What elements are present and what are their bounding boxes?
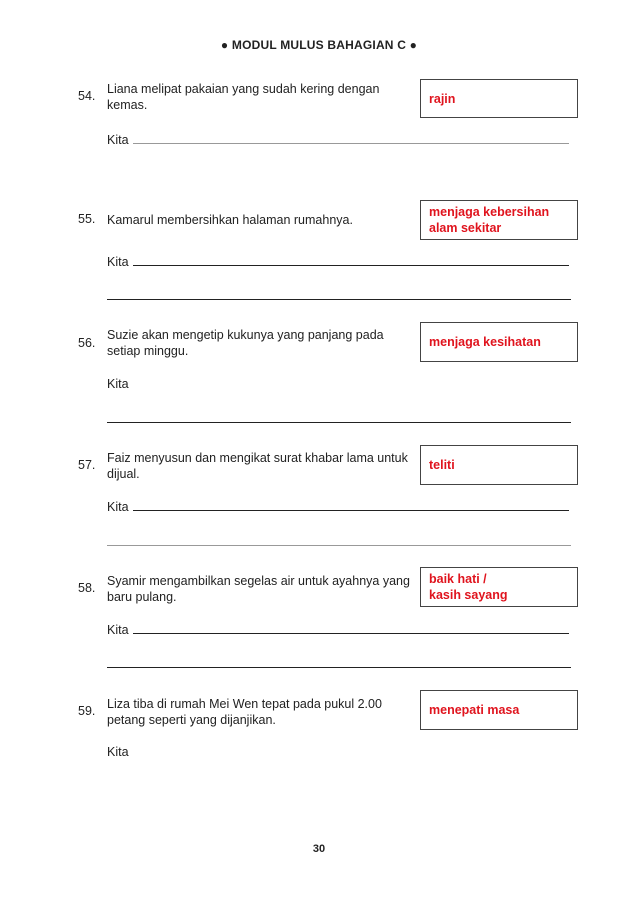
page-header: ● MODUL MULUS BAHAGIAN C ● [220, 38, 418, 52]
answer-text-59: menepati masa [429, 703, 520, 717]
answer-text-56: menjaga kesihatan [429, 335, 541, 349]
answer-line-54a [133, 143, 569, 144]
answer-line-58a [133, 633, 569, 634]
question-number-56: 56. [78, 336, 96, 350]
answer-text-54: rajin [429, 91, 456, 106]
answer-box-55 [420, 200, 578, 240]
kita-label-58: Kita [107, 623, 129, 637]
answer-text-57: teliti [429, 458, 455, 472]
answer-box-57 [420, 445, 578, 485]
page-number: 30 [312, 843, 326, 855]
kita-label-55: Kita [107, 255, 129, 269]
question-text-55: Kamarul membersihkan halaman rumahnya. [107, 213, 353, 227]
question-number-59: 59. [78, 704, 96, 718]
answer-text-55: menjaga kebersihan alam sekitar [429, 205, 550, 235]
answer-line-55b [107, 299, 571, 300]
answer-line-57a [133, 510, 569, 511]
answer-line-58b [107, 667, 571, 668]
answer-box-54 [420, 79, 578, 118]
kita-label-59: Kita [107, 745, 129, 759]
question-text-58: Syamir mengambilkan segelas air untuk ayahnya yang baru pulang. [107, 574, 410, 604]
question-number-55: 55. [78, 212, 96, 226]
question-number-58: 58. [78, 581, 96, 595]
answer-box-56 [420, 322, 578, 362]
answer-line-55a [133, 265, 569, 266]
kita-label-54: Kita [107, 133, 129, 147]
answer-line-57b [107, 545, 571, 546]
question-text-57: Faiz menyusun dan mengikat surat khabar lama untuk dijual. [107, 451, 408, 481]
answer-box-59 [420, 690, 578, 730]
answer-text-58: baik hati / kasih sayang [429, 572, 508, 602]
answer-line-56b [107, 422, 571, 423]
question-text-54: Liana melipat pakaian yang sudah kering dengan kemas. [107, 82, 380, 112]
kita-label-57: Kita [107, 500, 129, 514]
question-text-56: Suzie akan mengetip kukunya yang panjang pada setiap minggu. [107, 328, 384, 358]
question-number-57: 57. [78, 458, 96, 472]
answer-box-58 [420, 567, 578, 607]
question-number-54: 54. [78, 89, 96, 103]
question-text-59: Liza tiba di rumah Mei Wen tepat pada pukul 2.00 petang seperti yang dijanjikan. [107, 697, 382, 727]
kita-label-56: Kita [107, 377, 129, 391]
